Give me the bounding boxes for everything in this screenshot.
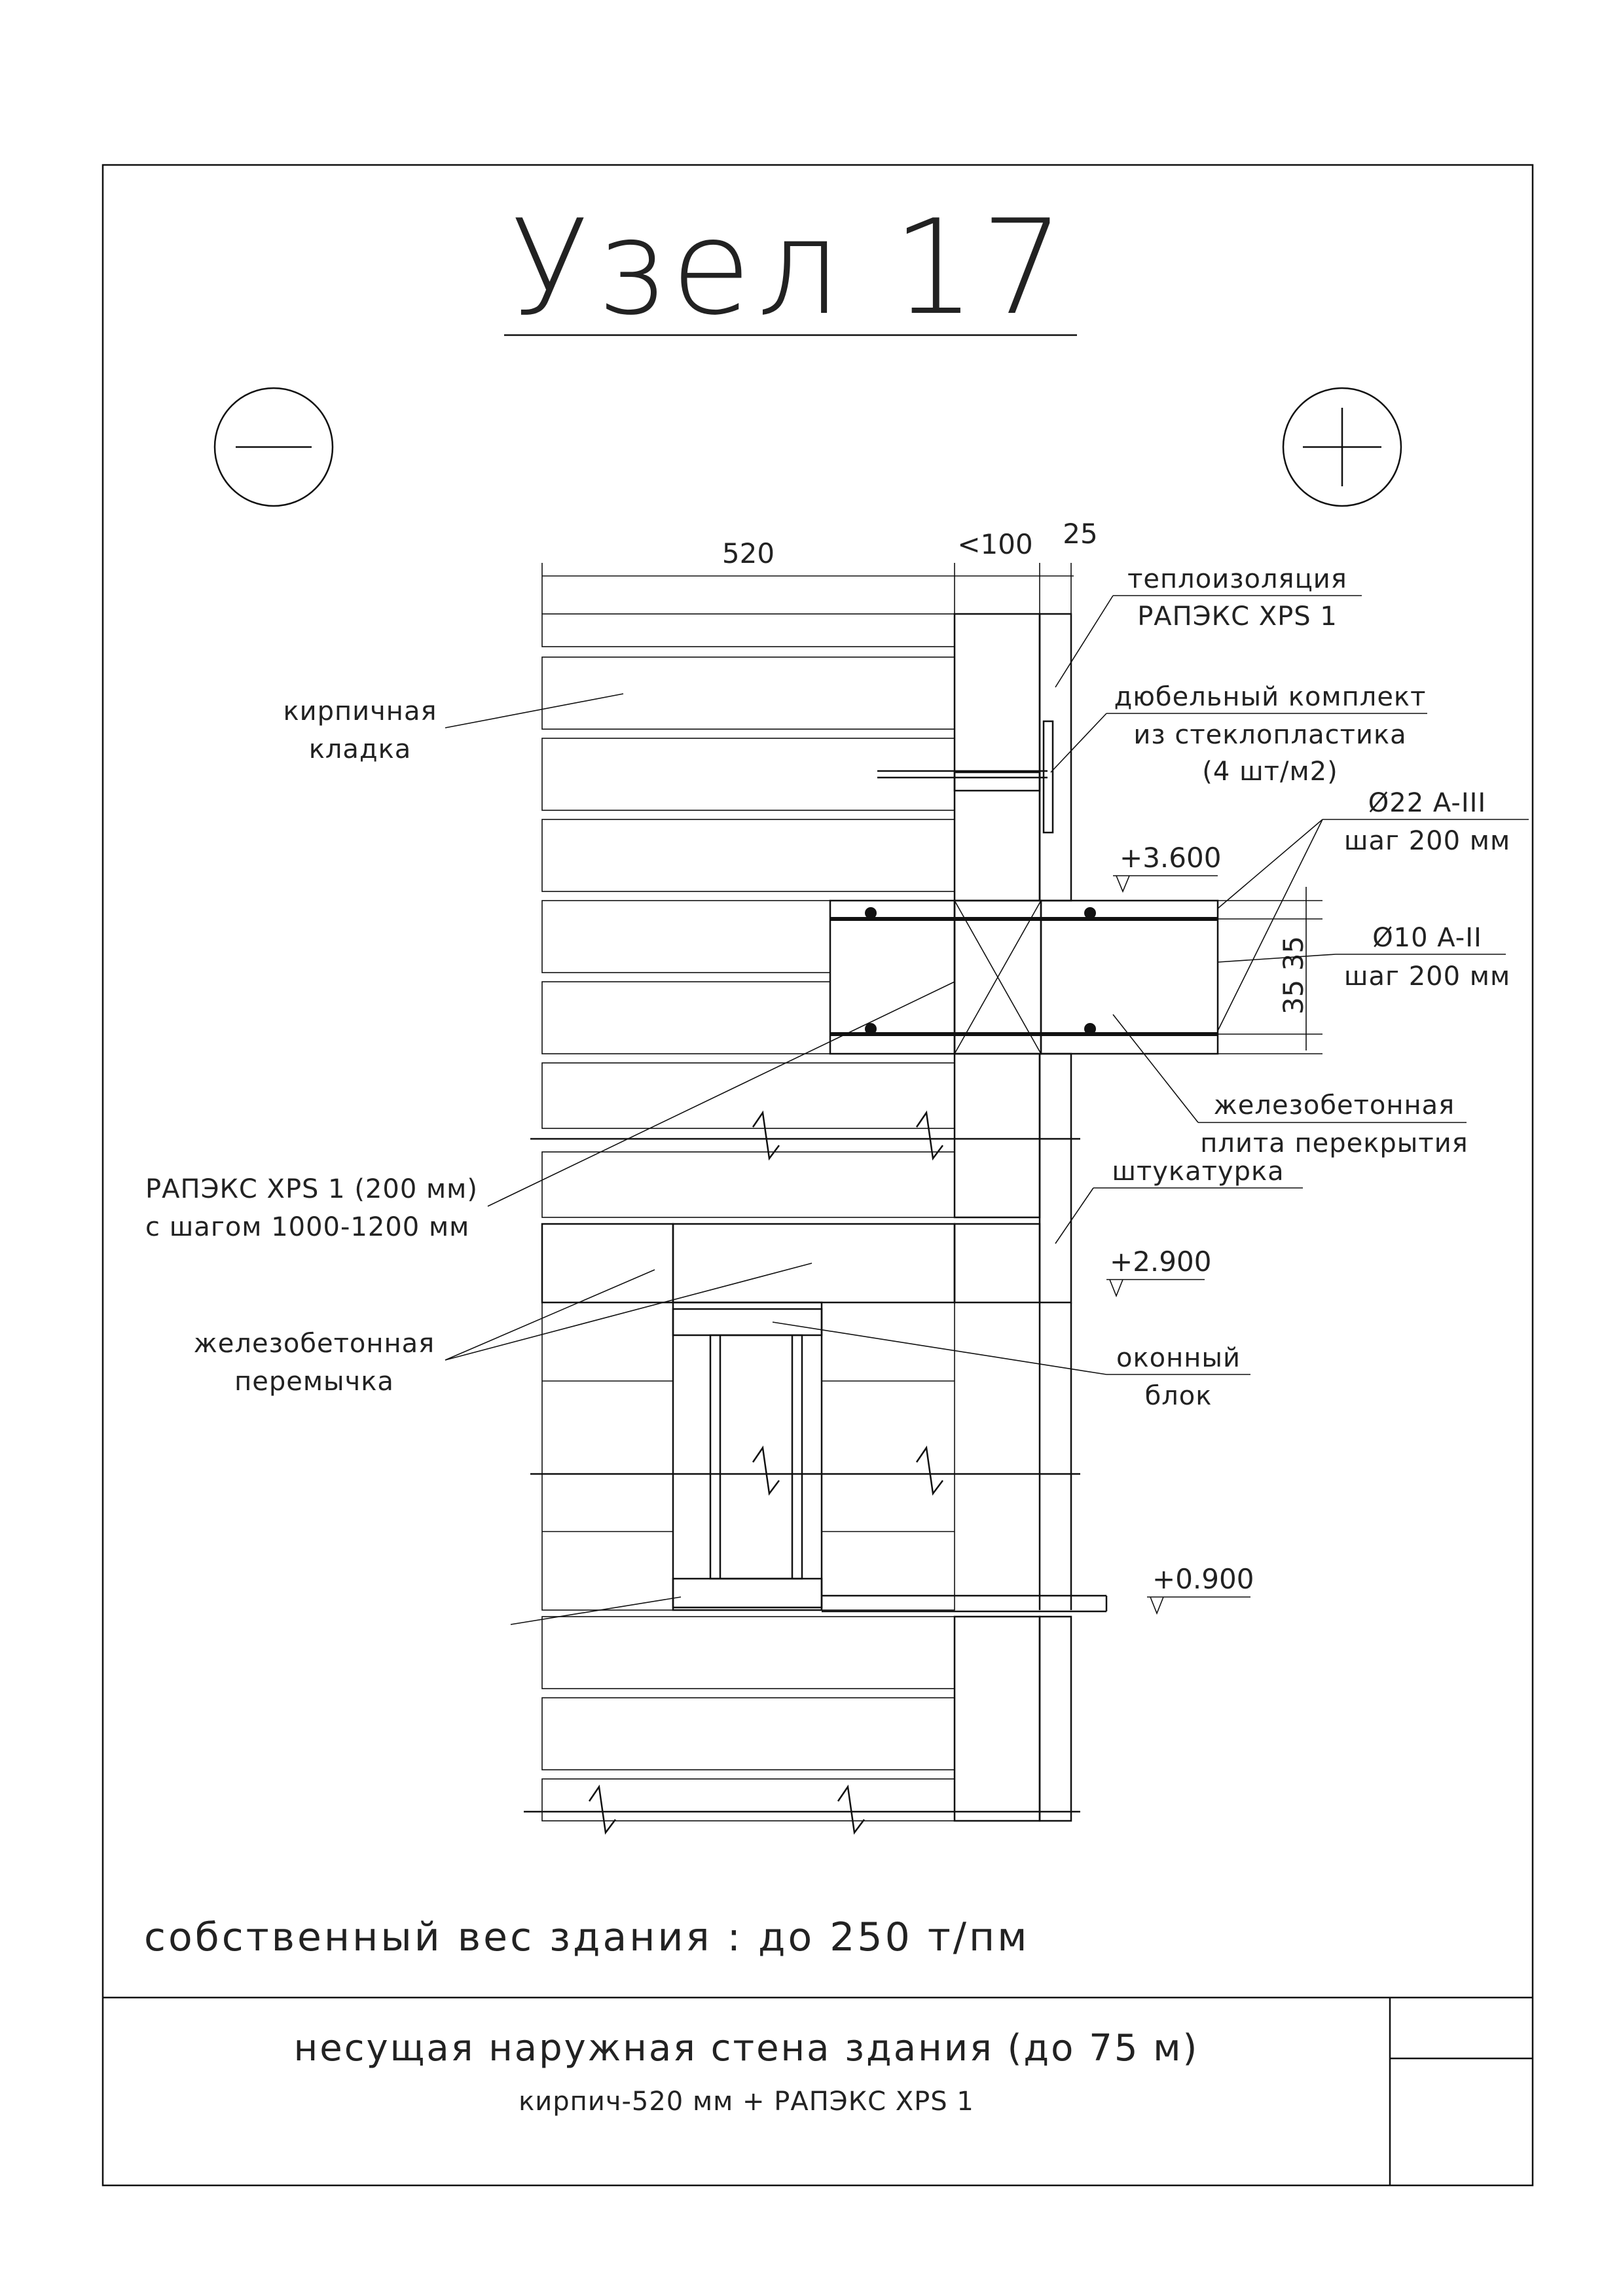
brick-masonry xyxy=(542,614,955,1821)
label-rebar22-2: шаг 200 мм xyxy=(1343,826,1511,856)
dim-plaster: 25 xyxy=(1063,518,1098,550)
label-xps-1: РАПЭКС XPS 1 (200 мм) xyxy=(145,1174,478,1204)
label-brick-2: кладка xyxy=(308,734,412,764)
label-lintel-2: перемычка xyxy=(234,1367,394,1397)
dim-rebar-cover: 35 35 xyxy=(1277,935,1309,1015)
concrete-lintel xyxy=(542,1224,955,1302)
elevation-2: +2.900 xyxy=(1110,1246,1212,1278)
label-rebar10-1: Ø10 A-II xyxy=(1372,923,1482,953)
label-slab-2: плита перекрытия xyxy=(1200,1128,1468,1158)
label-insulation-1: теплоизоляция xyxy=(1127,564,1347,594)
dim-brick: 520 xyxy=(721,537,775,569)
building-weight-note: собственный вес здания : до 250 т/пм xyxy=(144,1914,1030,1960)
label-brick-1: кирпичная xyxy=(283,696,437,726)
label-rebar22-1: Ø22 A-III xyxy=(1368,788,1487,818)
xps-insulation xyxy=(955,614,1040,1821)
label-lintel-1: железобетонная xyxy=(193,1329,435,1359)
window-block xyxy=(673,1302,1106,1611)
stamp-line-2: кирпич-520 мм + РАПЭКС XPS 1 xyxy=(519,2087,974,2117)
label-dowel-2: из стеклопластика xyxy=(1133,720,1407,750)
label-plaster: штукатурка xyxy=(1112,1157,1285,1187)
dimension-lines xyxy=(542,563,1322,1054)
elevation-1: +3.600 xyxy=(1120,842,1222,874)
drawing-title: Узел 17 xyxy=(509,192,1070,344)
label-window-1: оконный xyxy=(1116,1343,1241,1373)
label-slab-1: железобетонная xyxy=(1213,1090,1455,1121)
elevation-marks xyxy=(1106,876,1250,1613)
label-dowel-3: (4 шт/м2) xyxy=(1202,757,1338,787)
label-rebar10-2: шаг 200 мм xyxy=(1343,961,1511,992)
label-xps-2: с шагом 1000-1200 мм xyxy=(145,1212,470,1242)
label-dowel-1: дюбельный комплект xyxy=(1114,682,1427,712)
dim-insulation: <100 xyxy=(957,528,1033,560)
label-window-2: блок xyxy=(1144,1381,1213,1411)
concrete-floor-slab xyxy=(830,901,1218,1054)
elevation-3: +0.900 xyxy=(1152,1563,1254,1595)
stamp-line-1: несущая наружная стена здания (до 75 м) xyxy=(293,2027,1199,2070)
label-insulation-2: РАПЭКС XPS 1 xyxy=(1137,601,1338,632)
